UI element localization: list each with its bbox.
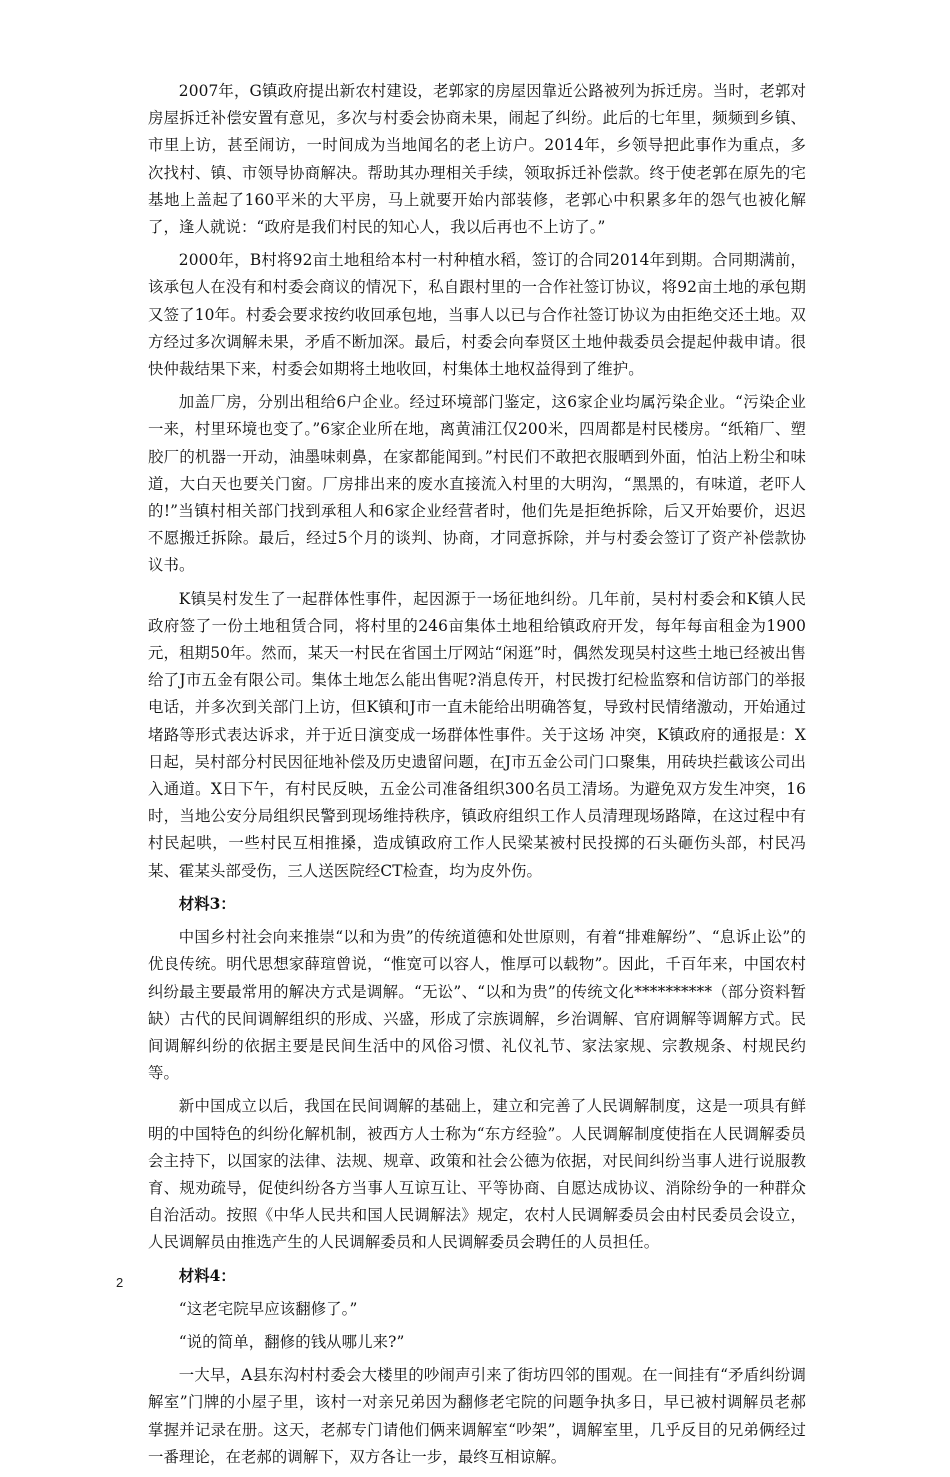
document-body	[148, 78, 806, 1477]
paragraph-guo-relocation: 2007年，G镇政府提出新农村建设，老郭家的房屋因靠近公路被列为拆迁房。当时，老郭对房屋拆迁补偿安置有意见，多次与村委会协商未果，闹起了纠纷。此后的七年里，频频到乡镇、市里上访，甚至闹访，一时间成为当地闻名的老上访户。2014年，乡领导把此事作为重点，多次找村、镇、市领导协商解决。帮助其办理相关手续，领取拆迁补偿款。终于使老郭在原先的宅基地上盖起了160平米的大平房，马上就要开始内部装修，老郭心中积累多年的怨气也被化解了，逢人就说：“政府是我们村民的知心人，我以后再也不上访了。”	[148, 82, 806, 237]
paragraph-k-town-incident: K镇吴村发生了一起群体性事件，起因源于一场征地纠纷。几年前，吴村村委会和K镇人民政府签了一份土地租赁合同，将村里的246亩集体土地租给镇政府开发，每年每亩租金为1900元，租期50年。然而，某天一村民在省国土厅网站“闲逛”时，偶然发现吴村这些土地已经被出售给了J市五金有限公司。集体土地怎么能出售呢?消息传开，村民拨打纪检监察和信访部门的举报电话，并多次到关部门上访，但K镇和J市一直未能给出明确答复，导致村民情绪激动，开始通过堵路等形式表达诉求，并于近日演变成一场群体性事件。关于这场 冲突，K镇政府的通报是：X日起，吴村部分村民因征地补偿及历史遗留问题，在J市五金公司门口聚集，用砖块拦截该公司出入通道。X日下午，有村民反映，五金公司准备组织300名员工清场。为避免双方发生冲突，16时，当地公安分局组织民警到现场维持秩序，镇政府组织工作人员清理现场路障，在这过程中有村民起哄，一些村民互相推搡，造成镇政府工作人民梁某被村民投掷的石头砸伤头部，村民冯某、霍某头部受伤，三人送医院经CT检查，均为皮外伤。	[148, 589, 806, 880]
dialogue-line-1: “这老宅院早应该翻修了。”	[178, 1299, 358, 1318]
paragraph-b-village-land: 2000年，B村将92亩土地租给本村一村种植水稻，签订的合同2014年到期。合同期满前，该承包人在没有和村委会商议的情况下，私自跟村里的一合作社签订协议，将92亩土地的承包期又签了10年。村委会要求按约收回承包地，当事人以已与合作社签订协议为由拒绝交还土地。双方经过多次调解未果，矛盾不断加深。最后，村委会向奉贤区土地仲裁委员会提起仲裁申请。很快仲裁结果下来，村委会如期将土地收回，村集体土地权益得到了维护。	[148, 251, 806, 379]
section-heading-material-4: 材料4：	[178, 1266, 236, 1285]
page-number: 2	[116, 1275, 124, 1290]
paragraph-polluting-factories: 加盖厂房，分别出租给6户企业。经过环境部门鉴定，这6家企业均属污染企业。“污染企业一来，村里环境也变了。”6家企业所在地，离黄浦江仅200米，四周都是村民楼房。“纸箱厂、塑胶厂的机器一开动，油墨味刺鼻，在家都能闻到。”村民们不敢把衣服晒到外面，怕沾上粉尘和味道，大白天也要关门窗。厂房排出来的废水直接流入村里的大明沟，“黑黑的，有味道，老吓人的!”当镇村相关部门找到承租人和6家企业经营者时，他们先是拒绝拆除，后又开始要价，迟迟不愿搬迁拆除。最后，经过5个月的谈判、协商，才同意拆除，并与村委会签订了资产补偿款协议书。	[148, 393, 806, 575]
paragraph-mediation-tradition: 中国乡村社会向来推崇“以和为贵”的传统道德和处世原则，有着“排难解纷”、“息诉止讼”的优良传统。明代思想家薛瑄曾说，“惟宽可以容人，惟厚可以载物”。因此，千百年来，中国农村纠纷最主要最常用的解决方式是调解。“无讼”、“以和为贵”的传统文化**********（部分资料暂缺）古代的民间调解组织的形成、兴盛，形成了宗族调解，乡治调解、官府调解等调解方式。民间调解纠纷的依据主要是民间生活中的风俗习惯、礼仪礼节、家法家规、宗教规条、村规民约等。	[148, 928, 806, 1083]
dialogue-line-2: “说的简单，翻修的钱从哪儿来?”	[178, 1332, 405, 1351]
section-heading-material-3: 材料3：	[178, 894, 236, 913]
paragraph-brothers-dispute: 一大早，A县东沟村村委会大楼里的吵闹声引来了街坊四邻的围观。在一间挂有“矛盾纠纷调解室”门牌的小屋子里，该村一对亲兄弟因为翻修老宅院的问题争执多日，早已被村调解员老郝掌握并记录在册。这天，老郝专门请他们俩来调解室“吵架”，调解室里，几乎反目的兄弟俩经过一番理论，在老郝的调解下，双方各让一步，最终互相谅解。	[148, 1366, 806, 1466]
paragraph-people-mediation-system: 新中国成立以后，我国在民间调解的基础上，建立和完善了人民调解制度，这是一项具有鲜明的中国特色的纠纷化解机制，被西方人士称为“东方经验”。人民调解制度使指在人民调解委员会主持下，以国家的法律、法规、规章、政策和社会公德为依据，对民间纠纷当事人进行说服教育、规劝疏导，促使纠纷各方当事人互谅互让、平等协商、自愿达成协议、消除纷争的一种群众 自治活动。按照《中华人民共和国人民调解法》规定，农村人民调解委员会由村民委员会设立，人民调解员由推选产生的人民调解委员和人民调解委员会聘任的人员担任。	[148, 1097, 806, 1252]
